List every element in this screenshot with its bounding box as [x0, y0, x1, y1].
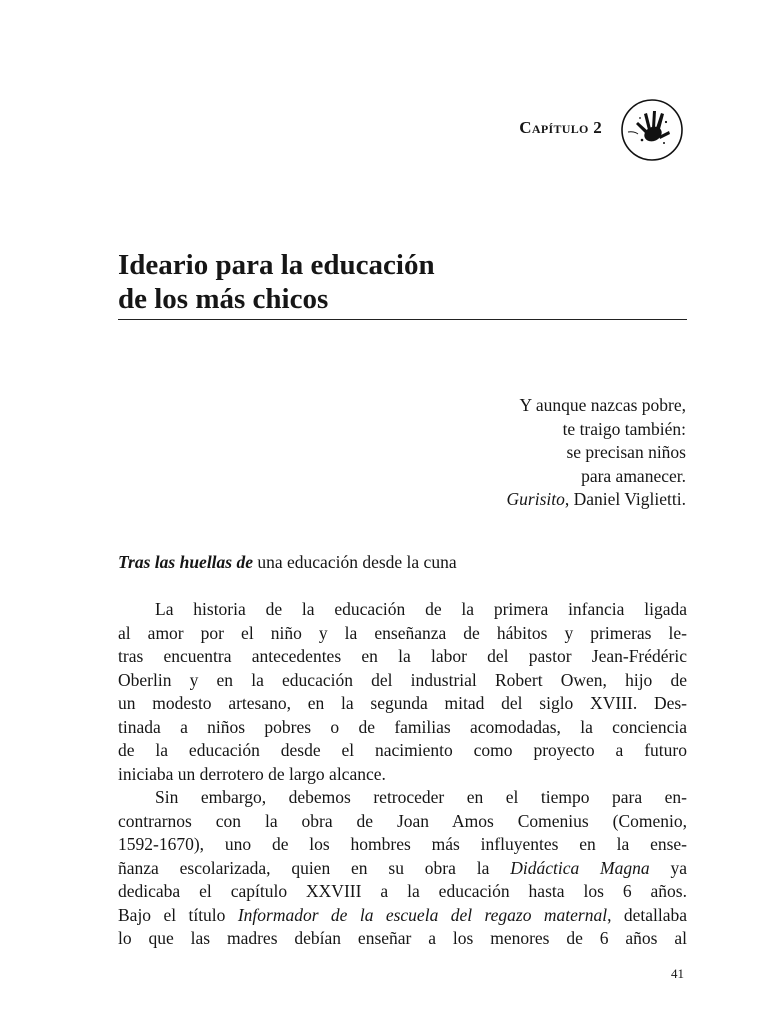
epigraph-line: Y aunque nazcas pobre, — [519, 395, 686, 415]
line-text: Bajo el título — [118, 904, 238, 925]
title-line-1: Ideario para la educación — [118, 249, 435, 281]
paragraph-line: de la educación desde el nacimiento como proyecto a futuro — [118, 740, 687, 760]
paragraph-line: Oberlin y en la educación del industrial Robert Owen, hijo de — [118, 669, 687, 690]
paragraph-line — [118, 904, 687, 928]
paragraph-line: lo que las madres debían enseñar a los menores de 6 años al — [118, 928, 687, 948]
line-text: , detallaba — [607, 904, 687, 925]
handprint-icon — [620, 98, 684, 162]
paragraph-line: contrarnos con la obra de Joan Amos Comenius (Comenio, — [118, 810, 687, 831]
epigraph-line: para amanecer. — [581, 465, 686, 486]
paragraph-line: iniciaba un derrotero de largo alcance. — [118, 763, 386, 784]
body-text — [118, 598, 687, 951]
paragraph-line: tras encuentra antecedentes en la labor del pastor Jean-Frédéric — [118, 646, 687, 666]
paragraph-line — [118, 857, 687, 881]
epigraph — [380, 394, 686, 512]
epigraph-source-work: Gurisito — [506, 489, 565, 509]
epigraph-source-author: , Daniel Viglietti. — [564, 489, 686, 509]
section-heading-italic: Tras las huellas de — [118, 552, 253, 572]
line-text: ñanza escolarizada, quien en su obra la — [118, 857, 511, 878]
epigraph-line: se precisan niños — [566, 442, 686, 462]
paragraph-line: dedicaba el capítulo XXVIII a la educación hasta los 6 años. — [118, 881, 687, 901]
section-heading — [118, 551, 688, 574]
paragraph-line: tinada a niños pobres o de familias acomodadas, la conciencia — [118, 716, 687, 737]
line-text: ya — [649, 857, 687, 878]
chapter-title — [118, 248, 688, 316]
paragraph-line: al amor por el niño y la enseñanza de hábitos y primeras le- — [118, 622, 687, 643]
epigraph-source — [380, 488, 686, 512]
paragraph-line: un modesto artesano, en la segunda mitad del siglo XVIII. Des- — [118, 693, 687, 713]
title-line-2: de los más chicos — [118, 283, 329, 315]
chapter-label: Capítulo 2 — [519, 118, 602, 137]
page-number: 41 — [671, 966, 684, 981]
book-title-informador: Informador de la escuela del regazo maternal — [237, 904, 608, 925]
title-divider — [118, 319, 687, 320]
paragraph-line: La historia de la educación de la primera infancia ligada — [155, 599, 687, 619]
paragraph-line: Sin embargo, debemos retroceder en el tiempo para en- — [155, 787, 687, 807]
section-heading-text: una educación desde la cuna — [253, 552, 457, 572]
paragraph-line: 1592-1670), uno de los hombres más influyentes en la ense- — [118, 834, 687, 854]
book-title-didactica: Didáctica Magna — [510, 857, 650, 878]
epigraph-line: te traigo también: — [562, 418, 686, 439]
